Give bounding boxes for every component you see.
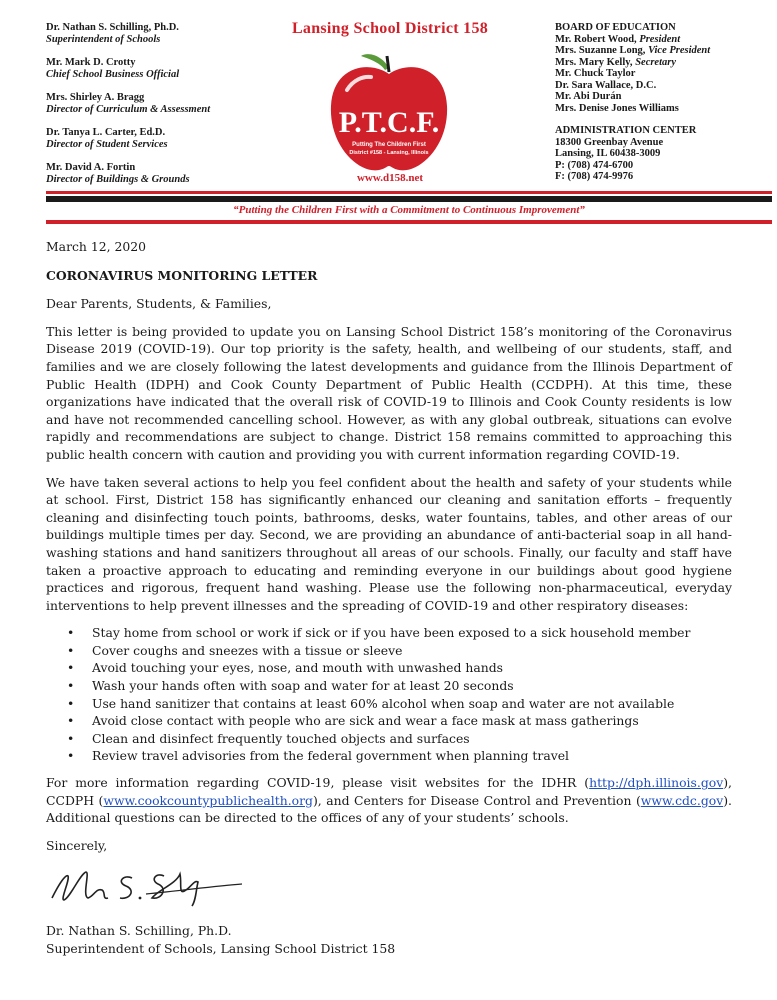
cdc-link[interactable]: www.cdc.gov — [640, 792, 724, 808]
paragraph-resources: For more information regarding COVID-19, please visit websites for the IDHR (http://dph.illinois.gov), CCDPH (www.cookcountypublichealth.org), and Centers for Disease Control and Prevention (www.cdc.gov). Additional questions can be directed to the offices of any of your students’ schools. — [46, 775, 732, 826]
signature-image — [46, 860, 246, 912]
header-rule-bottom — [46, 220, 772, 224]
staff-title: Director of Student Services — [46, 138, 168, 150]
salutation: Dear Parents, Students, & Families, — [46, 296, 272, 312]
staff-entry — [46, 127, 286, 150]
staff-name: Mrs. Shirley A. Bragg — [46, 92, 145, 103]
idph-link[interactable]: http://dph.illinois.gov — [589, 775, 724, 791]
district-branding — [270, 20, 510, 184]
header-rule-black — [46, 196, 772, 202]
staff-entry — [46, 57, 286, 80]
list-item: • Cover coughs and sneezes with a tissue or sleeve — [92, 642, 732, 660]
board-member: Mr. Chuck Taylor — [555, 68, 636, 79]
staff-entry — [46, 162, 286, 185]
admin-heading: ADMINISTRATION CENTER — [555, 125, 697, 136]
letterhead — [0, 0, 777, 230]
admin-phone: P: (708) 474-6700 — [555, 159, 634, 171]
paragraph-monitoring: This letter is being provided to update you on Lansing School District 158’s monitoring of the Coronavirus Disease 2019 (COVID-19). Our top priority is the safety, health, and wellbeing of our students, staff, and families and we are closely following the latest developments and guidance from the Illinois Department of Public Health (IDPH) and Cook County Department of Public Health (CCDPH). At this time, these organizations have indicated that the overall risk of COVID-19 to Illinois and Cook County residents is low and have not recommended cancelling school. However, as with any global outbreak, situations can evolve rapidly and recommendations are subject to change. District 158 remains committed to approaching this public health concern with caution and providing you with current information regarding COVID-19. — [46, 323, 732, 462]
staff-name: Mr. Mark D. Crotty — [46, 57, 136, 68]
district-motto: “Putting the Children First with a Commitment to Continuous Improvement” — [233, 204, 585, 216]
closing: Sincerely, — [46, 837, 108, 853]
logo-text: P.T.C.F. — [338, 106, 440, 139]
staff-title: Chief School Business Official — [46, 68, 180, 80]
logo-tagline: Putting The Children First — [352, 142, 426, 148]
staff-entry — [46, 22, 286, 45]
staff-entry — [46, 92, 286, 115]
district-website: www.d158.net — [356, 172, 423, 184]
signer-title: Superintendent of Schools, Lansing School District 158 — [46, 941, 396, 956]
letter-subject: CORONAVIRUS MONITORING LETTER — [46, 267, 318, 283]
staff-title: Superintendent of Schools — [46, 33, 161, 45]
list-item: • Review travel advisories from the federal government when planning travel — [92, 747, 732, 765]
list-item: • Clean and disinfect frequently touched objects and surfaces — [92, 730, 732, 748]
staff-name: Mr. David A. Fortin — [46, 162, 136, 173]
apple-logo — [323, 46, 455, 176]
administration-center — [555, 125, 765, 183]
list-item: • Stay home from school or work if sick or if you have been exposed to a sick household member — [92, 624, 732, 642]
admin-city: Lansing, IL 60438-3009 — [555, 148, 661, 159]
prevention-list — [46, 624, 732, 765]
board-member: Mrs. Suzanne Long, Vice President — [555, 45, 711, 56]
administrator-list — [46, 22, 286, 197]
letter-date: March 12, 2020 — [46, 239, 147, 254]
list-item: • Avoid close contact with people who are sick and wear a face mask at mass gatherings — [92, 712, 732, 730]
staff-name: Dr. Nathan S. Schilling, Ph.D. — [46, 22, 179, 33]
staff-title: Director of Curriculum & Assessment — [46, 103, 211, 115]
ccdph-link[interactable]: www.cookcountypublichealth.org — [103, 792, 313, 808]
list-item: • Wash your hands often with soap and water for at least 20 seconds — [92, 677, 732, 695]
letter-body — [46, 238, 732, 958]
board-member: Mr. Abi Durán — [555, 91, 622, 102]
signer-name: Dr. Nathan S. Schilling, Ph.D. — [46, 923, 232, 939]
logo-location: District #158 - Lansing, Illinois — [349, 150, 429, 156]
admin-fax: F: (708) 474-9976 — [555, 171, 634, 182]
district-name: Lansing School District 158 — [291, 20, 489, 37]
board-member: Mrs. Mary Kelly, Secretary — [555, 56, 677, 68]
list-item: • Use hand sanitizer that contains at least 60% alcohol when soap and water are not available — [92, 695, 732, 713]
admin-street: 18300 Greenbay Avenue — [555, 136, 664, 148]
board-of-education — [555, 22, 765, 183]
list-item: • Avoid touching your eyes, nose, and mouth with unwashed hands — [92, 659, 732, 677]
board-member: Mrs. Denise Jones Williams — [555, 102, 679, 114]
board-member: Mr. Robert Wood, President — [555, 33, 681, 45]
staff-name: Dr. Tanya L. Carter, Ed.D. — [46, 127, 166, 138]
board-member: Dr. Sara Wallace, D.C. — [555, 79, 657, 91]
staff-title: Director of Buildings & Grounds — [46, 173, 190, 185]
board-heading: BOARD OF EDUCATION — [555, 22, 676, 33]
paragraph-actions: We have taken several actions to help you feel confident about the health and safety of your students while at school. First, District 158 has significantly enhanced our cleaning and sanitation efforts – frequently cleaning and disinfecting touch points, bathrooms, desks, water fountains, tables, and other areas of our buildings multiple times per day. Second, we are providing an abundance of anti-bacterial soap in all hand-washing stations and hand sanitizers throughout all areas of our schools. Finally, our faculty and staff have taken a proactive approach to educating and reminding everyone in our buildings about good hygiene practices and rigorous, frequent hand washing. Please use the following non-pharmaceutical, everyday interventions to help prevent illnesses and the spreading of COVID-19 and other respiratory diseases: — [46, 474, 732, 613]
header-rule-red — [46, 191, 772, 194]
